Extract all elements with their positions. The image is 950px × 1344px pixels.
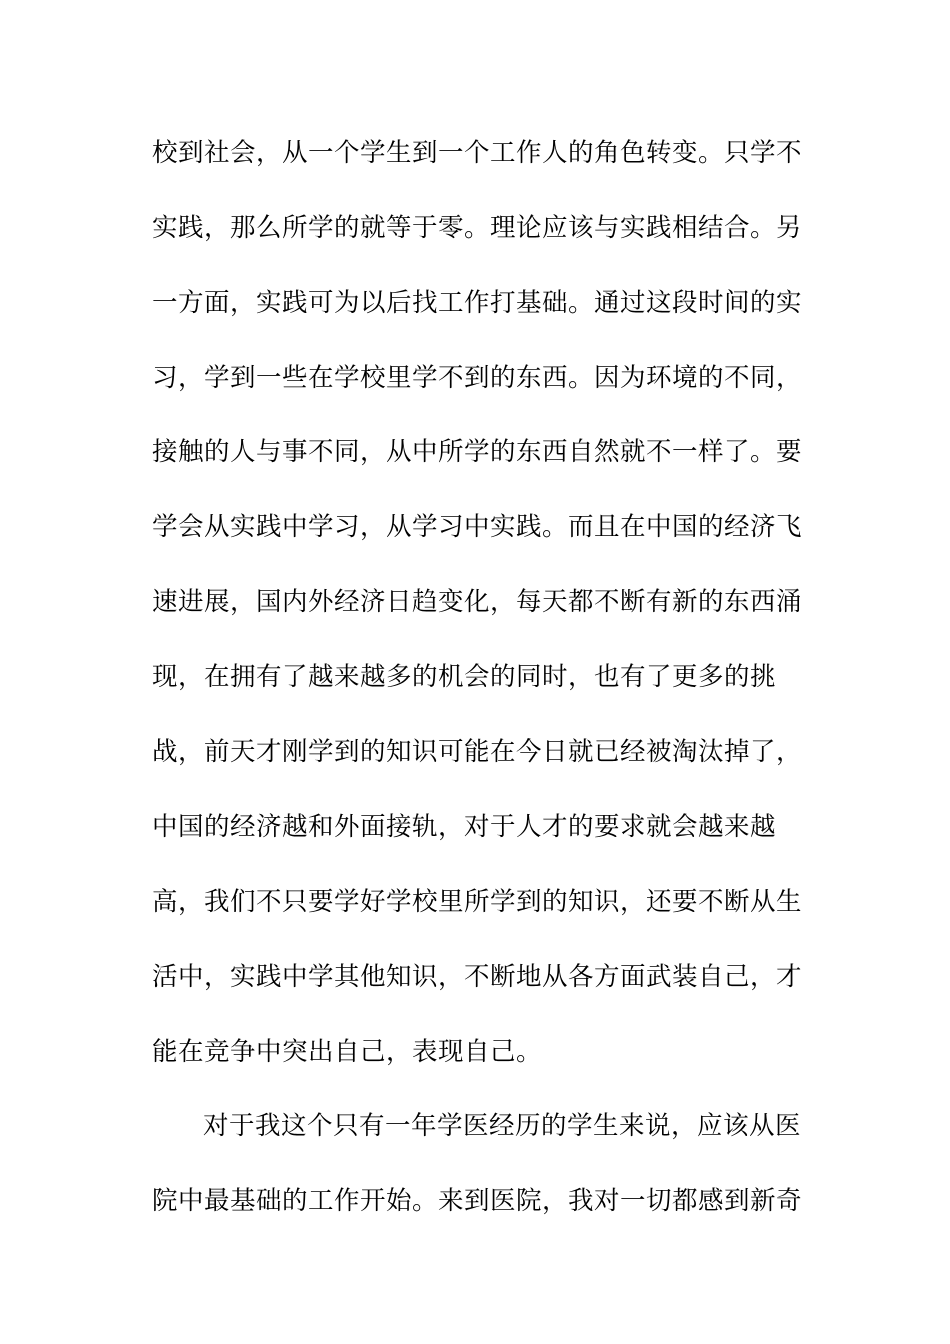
- text-line: 一方面，实践可为以后找工作打基础。通过这段时间的实: [152, 288, 803, 318]
- text-line: 速进展，国内外经济日趋变化，每天都不断有新的东西涌: [152, 587, 803, 617]
- text-line: 习，学到一些在学校里学不到的东西。因为环境的不同，: [152, 363, 803, 393]
- text-line: 活中，实践中学其他知识，不断地从各方面武装自己，才: [152, 962, 803, 992]
- text-line: 能在竞争中突出自己，表现自己。: [152, 1037, 543, 1067]
- paragraph-first-line: 对于我这个只有一年学医经历的学生来说，应该从医: [203, 1111, 802, 1141]
- text-line: 院中最基础的工作开始。来到医院，我对一切都感到新奇: [152, 1186, 803, 1216]
- text-line: 校到社会，从一个学生到一个工作人的角色转变。只学不: [152, 138, 803, 168]
- text-line: 学会从实践中学习，从学习中实践。而且在中国的经济飞: [152, 512, 803, 542]
- text-line: 战，前天才刚学到的知识可能在今日就已经被淘汰掉了，: [152, 737, 803, 767]
- text-line: 接触的人与事不同，从中所学的东西自然就不一样了。要: [152, 437, 803, 467]
- text-line: 高，我们不只要学好学校里所学到的知识，还要不断从生: [152, 887, 803, 917]
- text-line: 中国的经济越和外面接轨，对于人才的要求就会越来越: [152, 812, 777, 842]
- text-line: 实践，那么所学的就等于零。理论应该与实践相结合。另: [152, 213, 803, 243]
- text-line: 现，在拥有了越来越多的机会的同时，也有了更多的挑: [152, 662, 777, 692]
